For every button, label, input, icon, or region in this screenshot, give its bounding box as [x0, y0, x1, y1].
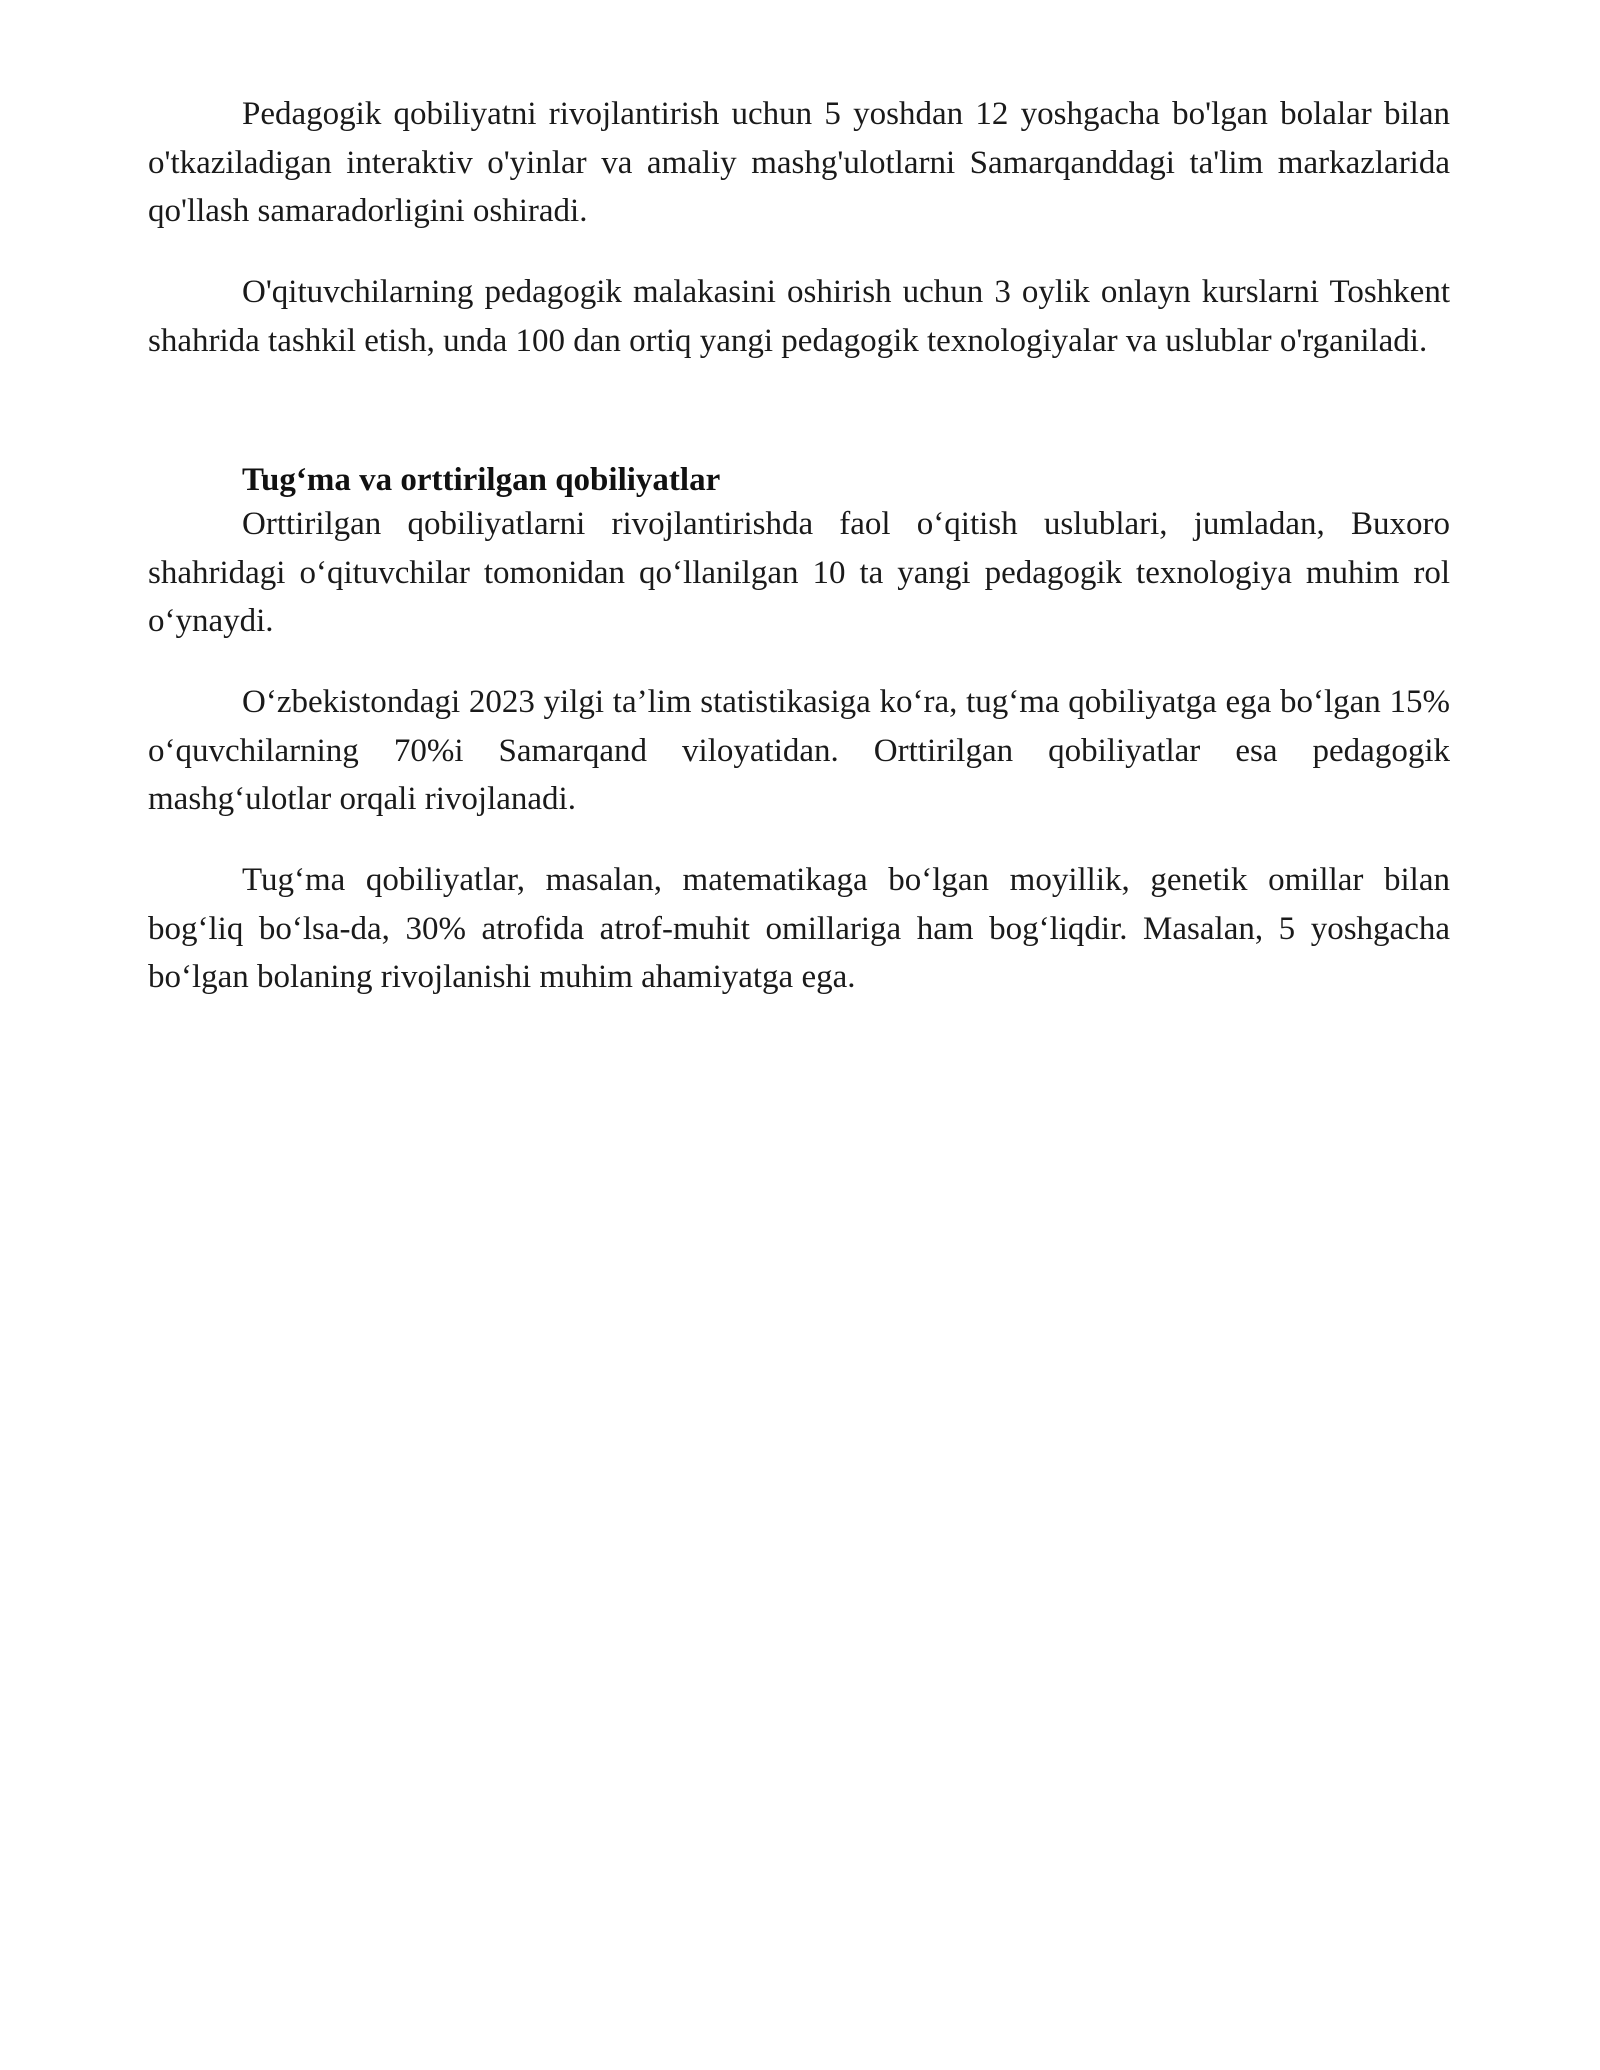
paragraph-acquired-abilities: Orttirilgan qobiliyatlarni rivojlantirishda faol o‘qitish uslublari, jumladan, Buxoro shahridagi o‘qituvchilar tomonidan qo‘llanilgan 10 ta yangi pedagogik texnologiya muhim rol o‘ynaydi. — [148, 506, 1450, 639]
paragraph-innate-abilities: Tug‘ma qobiliyatlar, masalan, matematikaga bo‘lgan moyillik, genetik omillar bilan bog‘liq bo‘lsa-da, 30% atrofida atrof-muhit omillariga ham bog‘liqdir. Masalan, 5 yoshgacha bo‘lgan bolaning rivojlanishi muhim ahamiyatga ega. — [148, 862, 1450, 995]
section-heading: Tug‘ma va orttirilgan qobiliyatlar — [242, 462, 721, 498]
paragraph-statistics-2023: O‘zbekistondagi 2023 yilgi ta’lim statistikasiga ko‘ra, tug‘ma qobiliyatga ega bo‘lgan 15% o‘quvchilarning 70%i Samarqand viloyatidan. Orttirilgan qobiliyatlar esa pedagogik mashg‘ulotlar orqali rivojlanadi. — [148, 684, 1450, 817]
paragraph-online-courses: O'qituvchilarning pedagogik malakasini oshirish uchun 3 oylik onlayn kurslarni Toshkent shahrida tashkil etish, unda 100 dan ortiq yangi pedagogik texnologiyalar va uslublar o'rganiladi. — [148, 274, 1450, 359]
paragraph-interactive-games: Pedagogik qobiliyatni rivojlantirish uchun 5 yoshdan 12 yoshgacha bo'lgan bolalar bilan o'tkaziladigan interaktiv o'yinlar va amaliy mashg'ulotlarni Samarqanddagi ta'lim markazlarida qo'llash samaradorligini oshiradi. — [148, 96, 1450, 229]
